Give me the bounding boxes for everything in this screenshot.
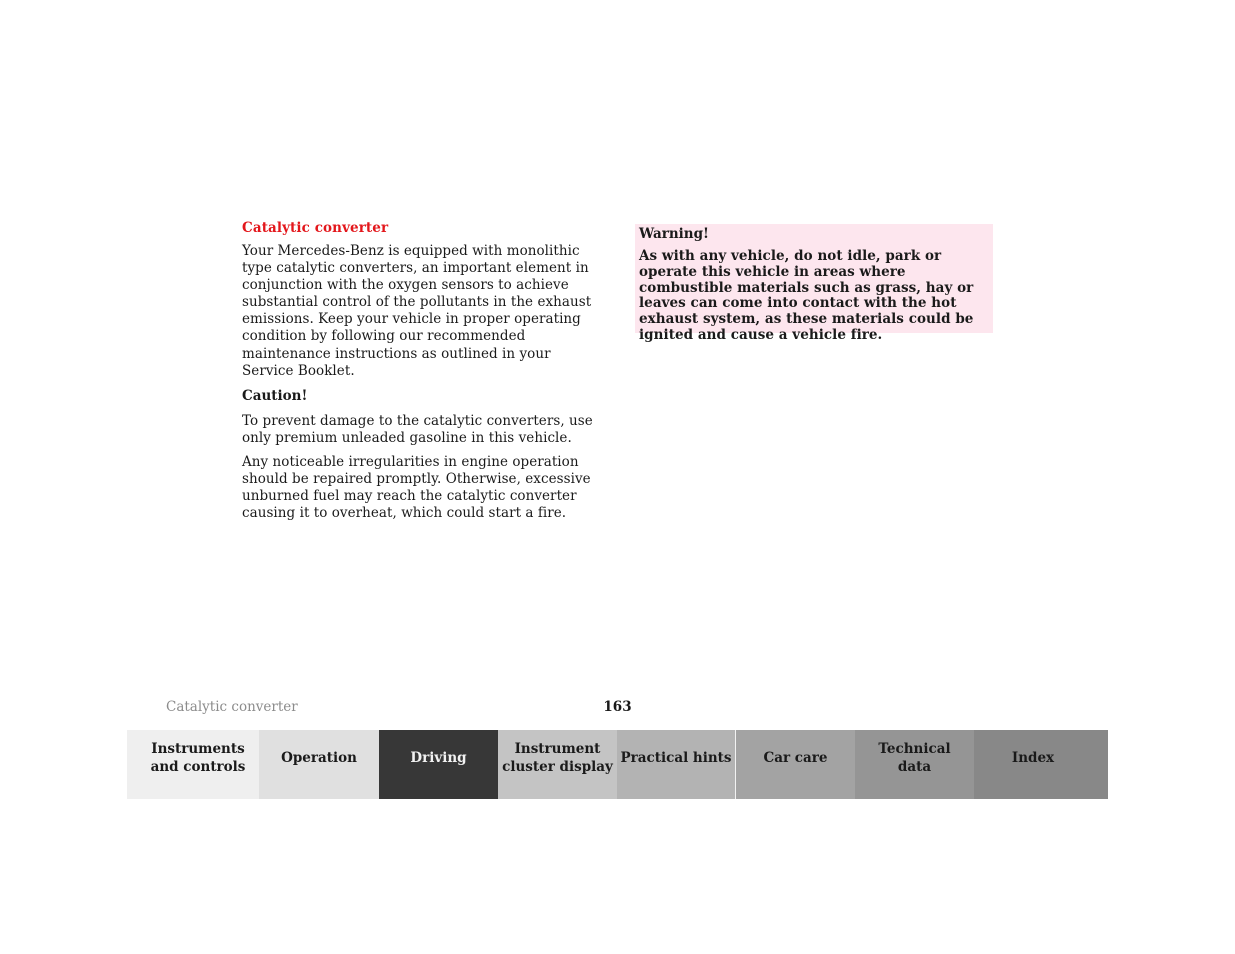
intro-paragraph: Your Mercedes-Benz is equipped with monolithic type catalytic converters, an important element in conjunction with the oxygen sensors to achieve substantial control of the pollutants in the exhaust emissions. Keep your vehicle in proper operating condition by following our recommended maintenance instructions as outlined in your Service Booklet.: [242, 243, 592, 379]
main-content: [242, 219, 604, 529]
nav-tab-operation[interactable]: Operation: [259, 730, 379, 799]
warning-text: As with any vehicle, do not idle, park or operate this vehicle in areas where combustible materials such as grass, hay or leaves can come into contact with the hot exhaust system, as these materials could be ignited and cause a vehicle fire.: [639, 248, 974, 343]
warning-heading: Warning!: [639, 226, 709, 242]
nav-tab-index[interactable]: Index: [974, 730, 1108, 799]
section-title: Catalytic converter: [242, 220, 389, 236]
nav-tab-technical-data[interactable]: Technical data: [855, 730, 974, 799]
warning-box: [635, 224, 993, 343]
caution-paragraph-2: Any noticeable irregularities in engine operation should be repaired promptly. Otherwise, excessive unburned fuel may reach the catalytic converter causing it to overheat, which could start a fire.: [242, 453, 591, 522]
nav-tab-practical-hints[interactable]: Practical hints: [617, 730, 736, 799]
caution-paragraph-1: To prevent damage to the catalytic converters, use only premium unleaded gasoline in this vehicle.: [242, 412, 593, 446]
nav-tab-car-care[interactable]: Car care: [736, 730, 855, 799]
footer-section-name: Catalytic converter: [166, 699, 298, 715]
nav-tab-driving[interactable]: Driving: [379, 730, 498, 799]
caution-heading: Caution!: [242, 387, 308, 404]
chapter-nav-bar: [127, 730, 1108, 799]
page-number: 163: [603, 699, 632, 715]
nav-tab-instruments-and-controls[interactable]: Instruments and controls: [127, 730, 259, 799]
nav-tab-instrument-cluster-display[interactable]: Instrument cluster display: [498, 730, 617, 799]
